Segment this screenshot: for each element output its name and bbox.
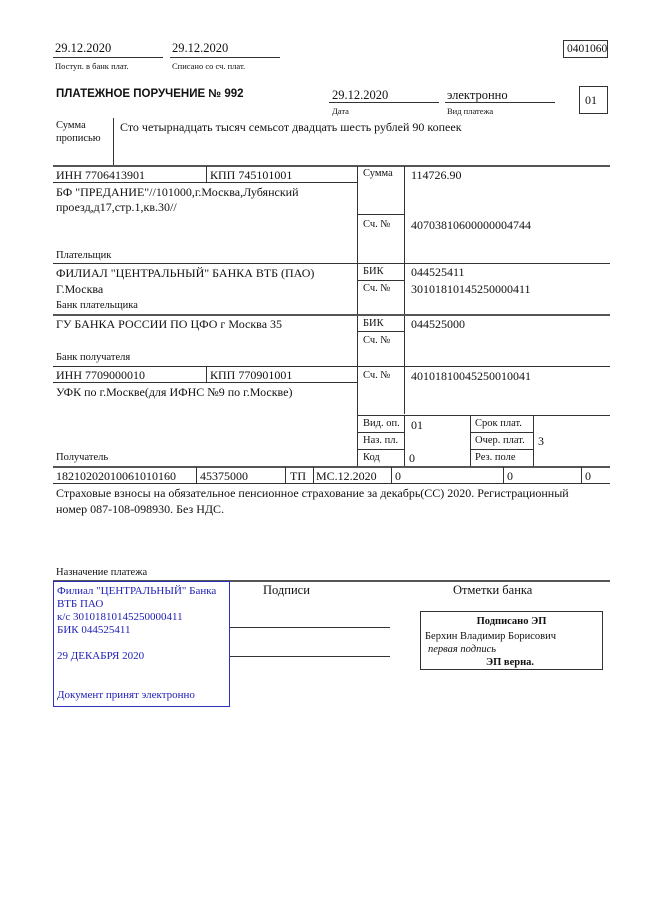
status-code: 01 xyxy=(585,93,597,107)
tax-type: 0 xyxy=(585,469,591,483)
stamp-line-1: Филиал "ЦЕНТРАЛЬНЫЙ" Банка xyxy=(57,585,217,597)
stamp-line-3: к/с 30101810145250000411 xyxy=(57,611,183,623)
payer-bank-bik-line xyxy=(357,280,404,281)
payer-bank-account-label: Сч. № xyxy=(363,283,391,294)
operation-line-2-right xyxy=(470,449,533,450)
payer-inn-line xyxy=(53,182,357,183)
payer-bank-account-value: 30101810145250000411 xyxy=(411,282,531,296)
sum-value: 114726.90 xyxy=(411,168,462,182)
payer-account-label: Сч. № xyxy=(363,219,391,230)
payer-bank-name-2: Г.Москва xyxy=(56,282,104,296)
tax-col-5 xyxy=(503,467,504,483)
status-code-box xyxy=(579,86,608,114)
payer-inn: ИНН 7706413901 xyxy=(56,168,145,182)
grid-col-label-left xyxy=(357,166,358,466)
grid-line-top xyxy=(53,165,610,167)
vid-op-label: Вид. оп. xyxy=(363,418,400,429)
stamp-footer: Документ принят электронно xyxy=(57,689,195,701)
rez-pole-label: Рез. поле xyxy=(475,452,516,463)
payee-account-value: 40101810045250010041 xyxy=(411,369,531,383)
tax-period: МС.12.2020 xyxy=(316,469,377,483)
payer-account-value: 40703810600000004744 xyxy=(411,218,531,232)
sum-label: Сумма xyxy=(363,168,393,179)
payment-type: электронно xyxy=(447,88,508,102)
order-date: 29.12.2020 xyxy=(332,88,389,102)
kod-label: Код xyxy=(363,452,380,463)
form-code-box xyxy=(563,40,608,58)
received-date-underline xyxy=(53,57,163,58)
received-date: 29.12.2020 xyxy=(55,41,112,55)
tax-doc-number: 0 xyxy=(395,469,401,483)
form-code: 0401060 xyxy=(567,43,608,55)
payment-type-label: Вид платежа xyxy=(447,106,494,116)
payer-bank-bik-label: БИК xyxy=(363,266,384,277)
payee-bank-label: Банк получателя xyxy=(56,352,131,363)
signer-name: Берхин Владимир Борисович xyxy=(425,631,556,642)
payee-bank-name: ГУ БАНКА РОССИИ ПО ЦФО г Москва 35 xyxy=(56,317,283,331)
order-date-underline xyxy=(329,102,439,103)
tax-col-4 xyxy=(391,467,392,483)
tax-col-1 xyxy=(196,467,197,483)
debited-date: 29.12.2020 xyxy=(172,41,229,55)
purpose-line-1: Страховые взносы на обязательное пенсионное страхование за декабрь(СС) 2020. Регистрационный xyxy=(56,486,569,500)
operation-top-line xyxy=(357,415,610,416)
order-date-label: Дата xyxy=(332,106,349,116)
srok-plat-label: Срок плат. xyxy=(475,418,522,429)
stamp-line-4: БИК 044525411 xyxy=(57,624,131,636)
stamp-line-2: ВТБ ПАО xyxy=(57,598,104,610)
signer-role: первая подпись xyxy=(428,644,497,655)
payer-label: Плательщик xyxy=(56,250,112,261)
signed-ep-title: Подписано ЭП xyxy=(476,616,547,627)
purpose-line-2: номер 087-108-098930. Без НДС. xyxy=(56,502,225,516)
received-date-label: Поступ. в банк плат. xyxy=(55,61,129,71)
ep-verified: ЭП верна. xyxy=(486,657,535,668)
sum-bottom-line xyxy=(357,214,404,215)
vid-op-value: 01 xyxy=(411,418,423,432)
operation-col-1 xyxy=(404,415,405,466)
debited-date-underline xyxy=(170,57,280,58)
signature-line-1 xyxy=(230,627,390,628)
tax-kbk: 18210202010061010160 xyxy=(56,469,176,483)
ocher-plat-value: 3 xyxy=(538,434,544,448)
payment-type-underline xyxy=(445,102,555,103)
operation-col-3 xyxy=(533,415,534,466)
grid-col-label-right xyxy=(404,166,405,414)
bank-stamp xyxy=(53,581,230,707)
payee-inn-line xyxy=(53,382,357,383)
stamp-date: 29 ДЕКАБРЯ 2020 xyxy=(57,650,145,662)
payee-kpp: КПП 770901001 xyxy=(210,368,293,382)
amount-words-divider xyxy=(113,118,114,165)
bank-signature-box xyxy=(420,611,603,670)
payee-account-label: Сч. № xyxy=(363,370,391,381)
payer-bank-name-1: ФИЛИАЛ "ЦЕНТРАЛЬНЫЙ" БАНКА ВТБ (ПАО) xyxy=(56,266,315,280)
payer-name-2: проезд,д17,стр.1,кв.30// xyxy=(56,200,177,214)
ocher-plat-label: Очер. плат. xyxy=(475,435,525,446)
payee-bank-bik-label: БИК xyxy=(363,318,384,329)
payer-bank-bik-value: 044525411 xyxy=(411,265,465,279)
tax-row-bottom-line xyxy=(53,483,610,484)
amount-words-value: Сто четырнадцать тысяч семьсот двадцать шесть рублей 90 копеек xyxy=(120,120,462,134)
payer-bank-top-line xyxy=(53,263,610,264)
payee-bank-account-label: Сч. № xyxy=(363,335,391,346)
amount-words-label-1: Сумма xyxy=(56,120,86,131)
payer-bank-label: Банк плательщика xyxy=(56,300,138,311)
signatures-label: Подписи xyxy=(263,583,310,597)
payer-name-1: БФ "ПРЕДАНИЕ"//101000,г.Москва,Лубянский xyxy=(56,185,299,199)
payee-name: УФК по г.Москве(для ИФНС №9 по г.Москве) xyxy=(56,385,293,399)
operation-line-2-left xyxy=(357,449,404,450)
payee-inn: ИНН 7709000010 xyxy=(56,368,145,382)
operation-col-2 xyxy=(470,415,471,466)
tax-col-3 xyxy=(313,467,314,483)
tax-oktmo: 45375000 xyxy=(200,469,248,483)
payee-bank-top-line xyxy=(53,314,610,316)
amount-words-label-2: прописью xyxy=(56,133,101,144)
naz-pl-label: Наз. пл. xyxy=(363,435,399,446)
signature-line-2 xyxy=(230,656,390,657)
document-title: ПЛАТЕЖНОЕ ПОРУЧЕНИЕ № 992 xyxy=(56,88,244,100)
payer-inn-kpp-divider xyxy=(206,166,207,182)
tax-doc-date: 0 xyxy=(507,469,513,483)
payee-bank-bik-line xyxy=(357,331,404,332)
kod-value: 0 xyxy=(409,451,415,465)
tax-row-top-line xyxy=(53,466,610,468)
payee-inn-kpp-divider xyxy=(206,366,207,382)
operation-line-1-right xyxy=(470,432,533,433)
bank-marks-label: Отметки банка xyxy=(453,583,533,597)
payer-kpp: КПП 745101001 xyxy=(210,168,293,182)
purpose-label: Назначение платежа xyxy=(56,567,148,578)
tax-col-6 xyxy=(581,467,582,483)
tax-col-2 xyxy=(285,467,286,483)
payee-label: Получатель xyxy=(56,452,109,463)
payee-bank-bik-value: 044525000 xyxy=(411,317,465,331)
payee-top-line xyxy=(53,366,610,367)
operation-line-1-left xyxy=(357,432,404,433)
tax-basis: ТП xyxy=(290,469,306,483)
debited-date-label: Списано со сч. плат. xyxy=(172,61,246,71)
